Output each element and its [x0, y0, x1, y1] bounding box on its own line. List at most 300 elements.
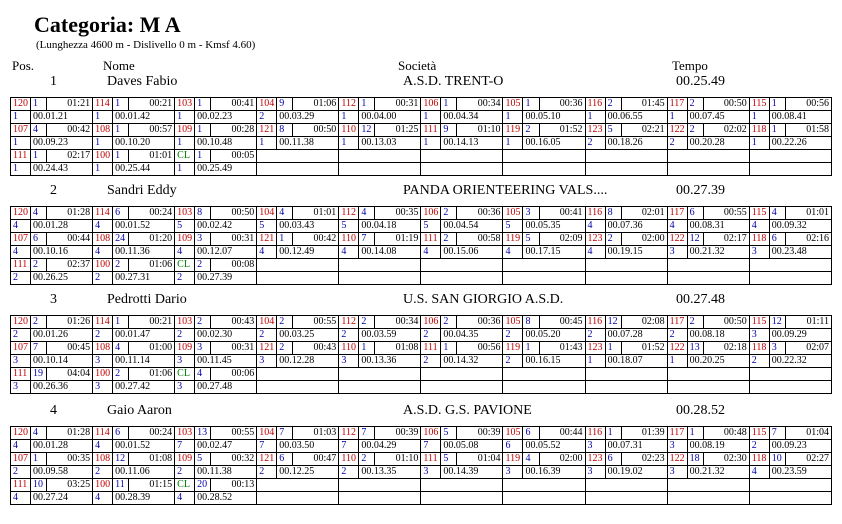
control-code: 100: [93, 368, 113, 381]
cumulative-rank: 1: [421, 137, 441, 150]
leg-rank: 2: [687, 316, 703, 329]
leg-rank: 2: [195, 316, 211, 329]
cumulative-rank: 1: [93, 111, 113, 124]
athlete-header: [0, 183, 842, 201]
leg-rank: 3: [523, 207, 539, 220]
empty-split-cell: [421, 381, 503, 394]
empty-split-cell: [421, 492, 503, 505]
leg-time: 00:31: [211, 233, 257, 246]
cumulative-rank: 4: [749, 220, 769, 233]
leg-rank: 2: [113, 368, 129, 381]
empty-split-cell: [257, 492, 339, 505]
cumulative-rank: 2: [585, 137, 605, 150]
leg-time: 00:44: [539, 427, 585, 440]
cumulative-time: 00.13.36: [359, 355, 421, 368]
empty-split-cell: [503, 150, 585, 163]
leg-time: 00:55: [211, 427, 257, 440]
cumulative-rank: 3: [585, 466, 605, 479]
leg-rank: 4: [31, 427, 47, 440]
leg-rank: 2: [687, 124, 703, 137]
leg-rank: 1: [113, 150, 129, 163]
cumulative-rank: 7: [421, 440, 441, 453]
leg-rank: 6: [523, 427, 539, 440]
cumulative-rank: 5: [421, 220, 441, 233]
leg-time: 00:39: [457, 427, 503, 440]
leg-rank: 2: [113, 259, 129, 272]
cumulative-time: 00.03.43: [277, 220, 339, 233]
leg-time: 00:42: [293, 233, 339, 246]
leg-rank: 2: [277, 342, 293, 355]
cumulative-time: 00.04.18: [359, 220, 421, 233]
leg-rank: 19: [31, 368, 47, 381]
leg-time: 02:16: [785, 233, 831, 246]
control-code: 120: [11, 207, 31, 220]
leg-time: 04:04: [47, 368, 93, 381]
control-code: 117: [667, 316, 687, 329]
cumulative-time: 00.05.20: [523, 329, 585, 342]
leg-rank: 6: [277, 453, 293, 466]
control-code: 116: [585, 207, 605, 220]
cumulative-rank: 2: [503, 355, 523, 368]
control-code: 112: [339, 427, 359, 440]
control-code: 100: [93, 150, 113, 163]
leg-time: 00:56: [457, 342, 503, 355]
cumulative-rank: 4: [11, 220, 31, 233]
empty-split-cell: [257, 259, 339, 272]
cumulative-time: 00.05.52: [523, 440, 585, 453]
leg-time: 02:30: [703, 453, 749, 466]
cumulative-rank: 3: [503, 466, 523, 479]
leg-time: 01:21: [47, 98, 93, 111]
leg-rank: 7: [359, 427, 375, 440]
leg-time: 00:36: [457, 207, 503, 220]
cumulative-rank: 1: [175, 137, 195, 150]
cumulative-time: 00.14.13: [441, 137, 503, 150]
control-code: 111: [421, 342, 441, 355]
cumulative-rank: 3: [93, 355, 113, 368]
cumulative-time: 00.10.48: [195, 137, 257, 150]
leg-rank: 10: [769, 453, 785, 466]
leg-rank: 2: [605, 98, 621, 111]
leg-time: 00:58: [457, 233, 503, 246]
leg-time: 03:25: [47, 479, 93, 492]
leg-rank: 18: [687, 453, 703, 466]
leg-time: 00:24: [129, 207, 175, 220]
leg-time: 01:08: [375, 342, 421, 355]
control-code: 122: [667, 342, 687, 355]
cumulative-rank: 1: [503, 111, 523, 124]
control-code: 107: [11, 342, 31, 355]
leg-time: 00:41: [539, 207, 585, 220]
leg-rank: 2: [31, 316, 47, 329]
leg-rank: 5: [441, 427, 457, 440]
leg-time: 00:35: [375, 207, 421, 220]
control-code: 118: [749, 233, 769, 246]
leg-time: 01:28: [47, 207, 93, 220]
control-code: 104: [257, 207, 277, 220]
leg-rank: 6: [113, 427, 129, 440]
cumulative-time: 00.28.52: [195, 492, 257, 505]
control-code: 107: [11, 124, 31, 137]
empty-split-cell: [503, 381, 585, 394]
control-code: 105: [503, 427, 523, 440]
leg-time: 02:09: [539, 233, 585, 246]
leg-time: 02:00: [539, 453, 585, 466]
athlete-position: 2: [50, 183, 57, 198]
header-time: Tempo: [672, 58, 708, 73]
leg-time: 01:06: [293, 98, 339, 111]
leg-time: 01:20: [129, 233, 175, 246]
leg-rank: 12: [113, 453, 129, 466]
leg-time: 00:55: [703, 207, 749, 220]
cumulative-rank: 5: [503, 220, 523, 233]
leg-rank: 2: [31, 259, 47, 272]
control-code: 103: [175, 207, 195, 220]
leg-rank: 1: [441, 98, 457, 111]
control-code: 109: [175, 124, 195, 137]
empty-split-cell: [421, 272, 503, 285]
leg-time: 00:48: [703, 427, 749, 440]
cumulative-rank: 1: [339, 111, 359, 124]
leg-time: 02:17: [703, 233, 749, 246]
leg-time: 01:00: [129, 342, 175, 355]
cumulative-rank: 3: [93, 381, 113, 394]
empty-split-cell: [749, 381, 831, 394]
leg-rank: 1: [687, 427, 703, 440]
leg-time: 01:10: [375, 453, 421, 466]
athlete-header: [0, 74, 842, 92]
cumulative-rank: 1: [749, 137, 769, 150]
cumulative-time: 00.04.34: [441, 111, 503, 124]
empty-split-cell: [749, 259, 831, 272]
cumulative-rank: 2: [257, 111, 277, 124]
athlete-name: Sandri Eddy: [107, 183, 177, 198]
empty-split-cell: [339, 272, 421, 285]
empty-split-cell: [339, 381, 421, 394]
cumulative-time: 00.28.39: [113, 492, 175, 505]
leg-rank: 1: [195, 98, 211, 111]
cumulative-time: 00.22.26: [769, 137, 831, 150]
leg-rank: 4: [195, 368, 211, 381]
leg-time: 02:21: [621, 124, 667, 137]
cumulative-rank: 2: [749, 440, 769, 453]
athlete-name: Pedrotti Dario: [107, 292, 187, 307]
empty-split-cell: [421, 479, 503, 492]
cumulative-rank: 2: [11, 466, 31, 479]
cumulative-rank: 2: [421, 329, 441, 342]
athlete-time: 00.27.48: [676, 292, 725, 307]
empty-split-cell: [339, 492, 421, 505]
cumulative-rank: 1: [667, 111, 687, 124]
empty-split-cell: [667, 492, 749, 505]
control-code: 119: [503, 124, 523, 137]
control-code: 119: [503, 233, 523, 246]
empty-split-cell: [503, 259, 585, 272]
athlete-name: Gaio Aaron: [107, 403, 172, 418]
control-code: 116: [585, 98, 605, 111]
control-code: 109: [175, 233, 195, 246]
leg-rank: 4: [113, 342, 129, 355]
cumulative-time: 00.08.18: [687, 329, 749, 342]
leg-rank: 6: [769, 233, 785, 246]
athlete-header: [0, 403, 842, 421]
leg-time: 02:23: [621, 453, 667, 466]
empty-split-cell: [667, 163, 749, 176]
leg-rank: 4: [523, 453, 539, 466]
leg-rank: 7: [769, 427, 785, 440]
cumulative-time: 00.09.29: [769, 329, 831, 342]
control-code: 110: [339, 342, 359, 355]
control-code: 122: [667, 453, 687, 466]
leg-rank: 2: [441, 233, 457, 246]
control-code: 100: [93, 479, 113, 492]
control-code: 105: [503, 98, 523, 111]
cumulative-rank: 1: [175, 111, 195, 124]
control-code: 115: [749, 427, 769, 440]
control-code: 112: [339, 98, 359, 111]
leg-time: 01:52: [621, 342, 667, 355]
cumulative-rank: 3: [11, 381, 31, 394]
leg-time: 00:08: [211, 259, 257, 272]
leg-time: 01:52: [539, 124, 585, 137]
leg-rank: 1: [31, 98, 47, 111]
cumulative-time: 00.17.15: [523, 246, 585, 259]
cumulative-rank: 2: [257, 466, 277, 479]
cumulative-time: 00.25.49: [195, 163, 257, 176]
cumulative-rank: 2: [11, 329, 31, 342]
cumulative-time: 00.01.28: [31, 220, 93, 233]
cumulative-time: 00.21.32: [687, 246, 749, 259]
cumulative-time: 00.16.15: [523, 355, 585, 368]
cumulative-time: 00.16.39: [523, 466, 585, 479]
cumulative-rank: 1: [503, 137, 523, 150]
cumulative-time: 00.05.35: [523, 220, 585, 233]
leg-rank: 12: [605, 316, 621, 329]
leg-time: 00:21: [129, 98, 175, 111]
cumulative-time: 00.11.38: [277, 137, 339, 150]
leg-time: 00:39: [375, 427, 421, 440]
cumulative-time: 00.12.28: [277, 355, 339, 368]
leg-time: 00:47: [293, 453, 339, 466]
cumulative-rank: 4: [503, 246, 523, 259]
cumulative-rank: 2: [749, 355, 769, 368]
cumulative-rank: 2: [93, 466, 113, 479]
leg-time: 01:06: [129, 259, 175, 272]
control-code: 115: [749, 207, 769, 220]
leg-time: 00:50: [211, 207, 257, 220]
cumulative-time: 00.07.36: [605, 220, 667, 233]
cumulative-time: 00.07.45: [687, 111, 749, 124]
empty-split-cell: [667, 368, 749, 381]
leg-rank: 1: [605, 427, 621, 440]
category-title: Categoria: M A: [34, 12, 181, 37]
cumulative-time: 00.26.36: [31, 381, 93, 394]
leg-rank: 1: [605, 342, 621, 355]
leg-rank: 6: [687, 207, 703, 220]
cumulative-rank: 1: [93, 137, 113, 150]
cumulative-rank: 2: [585, 329, 605, 342]
control-code: 123: [585, 342, 605, 355]
athlete-time: 00.27.39: [676, 183, 725, 198]
cumulative-time: 00.19.02: [605, 466, 667, 479]
empty-split-cell: [339, 259, 421, 272]
leg-rank: 5: [441, 453, 457, 466]
control-code: 111: [421, 453, 441, 466]
empty-split-cell: [667, 259, 749, 272]
empty-split-cell: [585, 272, 667, 285]
cumulative-rank: 2: [421, 355, 441, 368]
leg-rank: 5: [605, 124, 621, 137]
cumulative-time: 00.10.14: [31, 355, 93, 368]
leg-time: 00:56: [785, 98, 831, 111]
cumulative-rank: 5: [339, 220, 359, 233]
leg-rank: 6: [113, 207, 129, 220]
leg-time: 00:50: [703, 98, 749, 111]
leg-time: 01:25: [375, 124, 421, 137]
control-code: 109: [175, 453, 195, 466]
leg-time: 00:43: [211, 316, 257, 329]
cumulative-time: 00.11.36: [113, 246, 175, 259]
leg-rank: 1: [769, 98, 785, 111]
splits-table: [10, 315, 832, 394]
control-code: 112: [339, 207, 359, 220]
empty-split-cell: [503, 163, 585, 176]
empty-split-cell: [667, 150, 749, 163]
leg-rank: 2: [195, 259, 211, 272]
course-info: (Lunghezza 4600 m - Dislivello 0 m - Kmsf 4.60): [36, 39, 256, 51]
cumulative-time: 00.02.30: [195, 329, 257, 342]
cumulative-rank: 4: [11, 492, 31, 505]
control-code: CL: [175, 259, 195, 272]
control-code: 117: [667, 427, 687, 440]
empty-split-cell: [257, 272, 339, 285]
cumulative-time: 00.10.16: [31, 246, 93, 259]
cumulative-time: 00.15.06: [441, 246, 503, 259]
control-code: 115: [749, 98, 769, 111]
control-code: 111: [421, 233, 441, 246]
control-code: 105: [503, 207, 523, 220]
leg-rank: 13: [687, 342, 703, 355]
cumulative-rank: 2: [339, 329, 359, 342]
leg-rank: 2: [687, 98, 703, 111]
empty-split-cell: [503, 479, 585, 492]
cumulative-rank: 1: [93, 163, 113, 176]
cumulative-time: 00.08.19: [687, 440, 749, 453]
control-code: 118: [749, 453, 769, 466]
cumulative-time: 00.27.31: [113, 272, 175, 285]
athlete-position: 1: [50, 74, 57, 89]
control-code: 119: [503, 342, 523, 355]
cumulative-rank: 1: [257, 137, 277, 150]
cumulative-time: 00.12.49: [277, 246, 339, 259]
leg-time: 02:27: [785, 453, 831, 466]
cumulative-rank: 2: [175, 329, 195, 342]
cumulative-rank: 3: [585, 440, 605, 453]
cumulative-time: 00.04.54: [441, 220, 503, 233]
leg-rank: 12: [359, 124, 375, 137]
empty-split-cell: [749, 368, 831, 381]
cumulative-rank: 3: [667, 246, 687, 259]
cumulative-rank: 4: [749, 466, 769, 479]
cumulative-rank: 5: [175, 220, 195, 233]
leg-rank: 1: [113, 98, 129, 111]
leg-time: 00:24: [129, 427, 175, 440]
leg-time: 00:28: [211, 124, 257, 137]
cumulative-rank: 1: [585, 355, 605, 368]
control-code: 120: [11, 316, 31, 329]
leg-rank: 2: [277, 316, 293, 329]
cumulative-time: 00.04.29: [359, 440, 421, 453]
leg-rank: 3: [195, 233, 211, 246]
empty-split-cell: [257, 479, 339, 492]
cumulative-time: 00.10.20: [113, 137, 175, 150]
leg-time: 00:43: [293, 342, 339, 355]
leg-time: 00:50: [703, 316, 749, 329]
leg-rank: 11: [113, 479, 129, 492]
splits-table: [10, 97, 832, 176]
control-code: 106: [421, 427, 441, 440]
control-code: 111: [11, 479, 31, 492]
empty-split-cell: [503, 492, 585, 505]
control-code: 121: [257, 342, 277, 355]
leg-rank: 1: [769, 124, 785, 137]
splits-table: [10, 206, 832, 285]
leg-time: 00:21: [129, 316, 175, 329]
control-code: 111: [421, 124, 441, 137]
cumulative-rank: 4: [93, 492, 113, 505]
cumulative-rank: 2: [503, 329, 523, 342]
control-code: 122: [667, 124, 687, 137]
cumulative-time: 00.02.42: [195, 220, 257, 233]
cumulative-time: 00.18.26: [605, 137, 667, 150]
cumulative-rank: 1: [667, 355, 687, 368]
control-code: 121: [257, 453, 277, 466]
leg-rank: 4: [277, 207, 293, 220]
empty-split-cell: [339, 368, 421, 381]
cumulative-time: 00.22.32: [769, 355, 831, 368]
control-code: 103: [175, 98, 195, 111]
control-code: 120: [11, 98, 31, 111]
leg-rank: 2: [605, 233, 621, 246]
cumulative-rank: 4: [11, 246, 31, 259]
control-code: 110: [339, 124, 359, 137]
control-code: 111: [11, 368, 31, 381]
cumulative-time: 00.06.55: [605, 111, 667, 124]
cumulative-time: 00.25.44: [113, 163, 175, 176]
empty-split-cell: [257, 163, 339, 176]
empty-split-cell: [585, 368, 667, 381]
cumulative-time: 00.26.25: [31, 272, 93, 285]
control-code: 114: [93, 207, 113, 220]
control-code: CL: [175, 368, 195, 381]
leg-rank: 8: [195, 207, 211, 220]
leg-rank: 1: [523, 342, 539, 355]
cumulative-time: 00.19.15: [605, 246, 667, 259]
control-code: 115: [749, 316, 769, 329]
leg-rank: 1: [359, 342, 375, 355]
cumulative-time: 00.09.23: [31, 137, 93, 150]
cumulative-time: 00.11.06: [113, 466, 175, 479]
leg-time: 01:43: [539, 342, 585, 355]
control-code: 111: [11, 150, 31, 163]
cumulative-rank: 1: [749, 111, 769, 124]
cumulative-time: 00.01.52: [113, 220, 175, 233]
cumulative-rank: 4: [175, 246, 195, 259]
leg-rank: 8: [605, 207, 621, 220]
leg-rank: 5: [195, 453, 211, 466]
leg-time: 00:55: [293, 316, 339, 329]
cumulative-rank: 2: [175, 272, 195, 285]
